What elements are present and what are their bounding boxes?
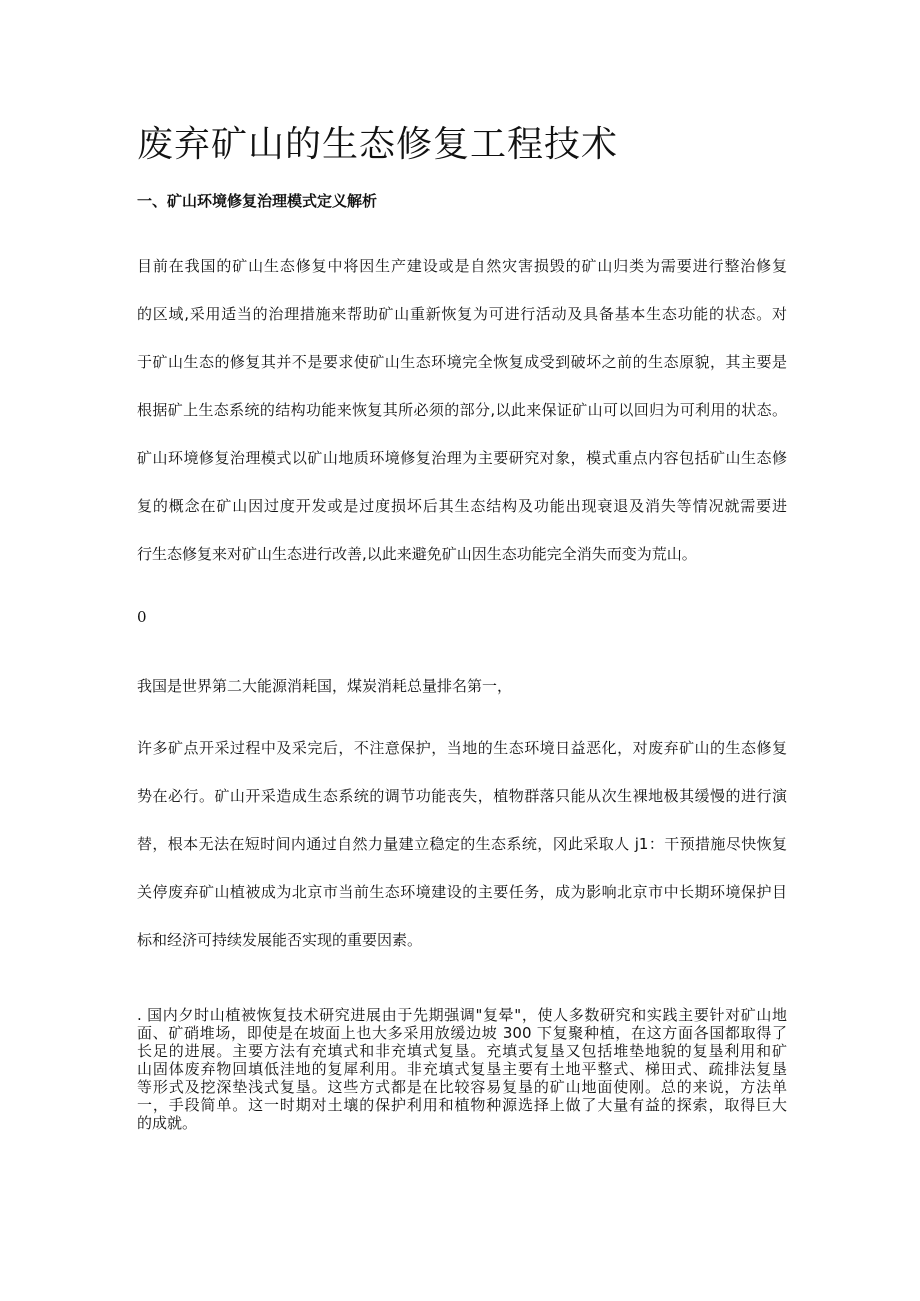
paragraph-line: . 国内夕时山植被恢复技术研究进展由于先期强调"复晕"，使人多数研究和实践主要针对矿山地: [137, 1006, 787, 1024]
paragraph-line: 山固体废弃物回填低洼地的复犀利用。非充填式复垦主要有土地平整式、梯田式、疏排法复垦: [137, 1060, 787, 1078]
paragraph-line: 于矿山生态的修复其并不是要求使矿山生态环境完全恢复成受到破坏之前的生态原貌，其主要是: [137, 353, 787, 371]
section-heading: 一、矿山环境修复治理模式定义解析: [137, 192, 378, 210]
paragraph-line: 矿山环境修复治理模式以矿山地质环境修复治理为主要研究对象，模式重点内容包括矿山生态修: [137, 449, 787, 467]
paragraph-line: 替，根本无法在短时间内通过自然力量建立稳定的生态系统，冈此采取人 j1：干预措施尽快恢复: [137, 835, 787, 853]
paragraph-ecological-deterioration: [137, 735, 787, 975]
paragraph-line: 一，手段简单。这一时期对土壤的保护利用和植物种源选择上做了大量有益的探索，取得巨大: [137, 1096, 787, 1114]
paragraph-line: 标和经济可持续发展能否实现的重要因素。: [137, 931, 423, 949]
paragraph-line: 面、矿硝堆场，即使是在坡面上也大多采用放缓边坡 300 下复聚种植，在这方面各国都取得了: [137, 1024, 787, 1042]
paragraph-line: 根据矿上生态系统的结构功能来恢复其所必须的部分,以此来保证矿山可以回归为可利用的状态。: [137, 401, 787, 419]
paragraph-line: 关停废弃矿山植被成为北京市当前生态环境建设的主要任务，成为影响北京市中长期环境保护目: [137, 883, 787, 901]
paragraph-line: 行生态修复来对矿山生态进行改善,以此来避免矿山因生态功能完全消失而变为荒山。: [137, 545, 697, 563]
document-title: 废弃矿山的生态修复工程技术: [137, 124, 619, 165]
paragraph-line: 势在必行。矿山开采造成生态系统的调节功能丧失，植物群落只能从次生裸地极其缓慢的进行演: [137, 787, 787, 805]
paragraph-line: 的成就。: [137, 1114, 198, 1132]
paragraph-domestic-research-progress: [137, 1006, 787, 1132]
paragraph-line: 等形式及挖深垫浅式复垦。这些方式都是在比较容易复垦的矿山地面使刚。总的来说，方法单: [137, 1078, 787, 1096]
standalone-zero: 0: [137, 608, 147, 626]
paragraph-line: 目前在我国的矿山生态修复中将因生产建设或是自然灾害损毁的矿山归类为需要进行整治修复: [137, 257, 787, 275]
paragraph-line: 的区域,采用适当的治理措施来帮助矿山重新恢复为可进行活动及具备基本生态功能的状态。对: [137, 305, 787, 323]
paragraph-mine-restoration-definition: [137, 253, 787, 589]
paragraph-line: 长足的进展。主要方法有充填式和非充填式复垦。充填式复垦又包括堆垫地貌的复垦利用和矿: [137, 1042, 787, 1060]
paragraph-energy-consumption: 我国是世界第二大能源消耗国，煤炭消耗总量排名第一，: [137, 677, 513, 695]
paragraph-line: 许多矿点开采过程中及采完后，不注意保护，当地的生态环境日益恶化，对废弃矿山的生态修复: [137, 739, 787, 757]
paragraph-line: 复的概念在矿山因过度开发或是过度损坏后其生态结构及功能出现衰退及消失等情况就需要进: [137, 497, 787, 515]
